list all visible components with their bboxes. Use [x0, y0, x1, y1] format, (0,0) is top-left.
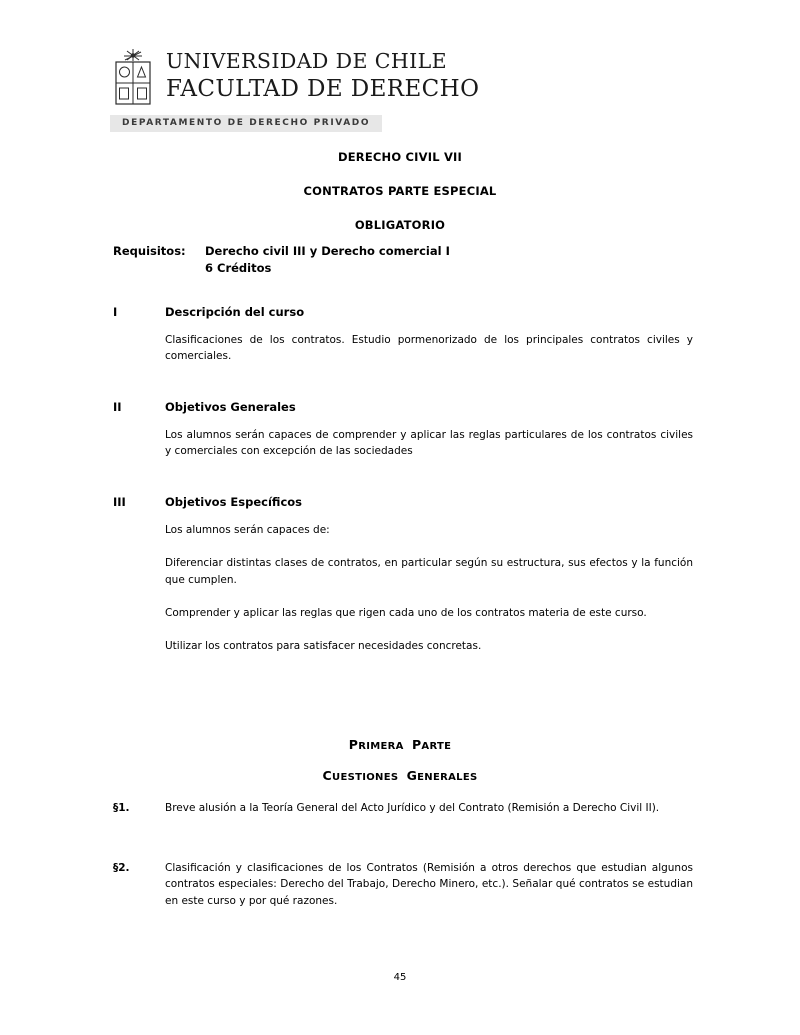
requirements-values: [205, 243, 693, 278]
list-item: [113, 860, 693, 909]
section-iii-body: [165, 522, 693, 654]
section-ii-title: Objetivos Generales: [165, 400, 296, 414]
requirements-credits: 6 Créditos: [205, 261, 272, 276]
document-header: [110, 48, 690, 132]
university-crest-icon: [110, 48, 156, 106]
course-subtitle: CONTRATOS PARTE ESPECIAL: [303, 184, 497, 198]
paragraph: Diferenciar distintas clases de contratos, en particular según su estructura, sus efectos y la función que cumplen.: [165, 557, 693, 586]
item-number: §2.: [113, 862, 130, 874]
section-ii-number: II: [113, 400, 122, 414]
section-i: [113, 305, 693, 365]
section-i-heading: [113, 305, 693, 319]
section-iii-title: Objetivos Específicos: [165, 495, 303, 509]
section-iii-heading: [113, 495, 693, 509]
university-name: UNIVERSIDAD DE CHILE: [166, 49, 448, 73]
requirements-prerequisites: Derecho civil III y Derecho comercial I: [205, 244, 450, 258]
course-type: OBLIGATORIO: [354, 218, 446, 232]
course-title: DERECHO CIVIL VII: [337, 150, 463, 164]
part-subheading-text: CUESTIONES GENERALES: [322, 768, 478, 783]
section-i-number: I: [113, 305, 118, 319]
requirements-row: [113, 243, 693, 278]
university-wordmark: [166, 48, 479, 103]
section-ii-heading: [113, 400, 693, 414]
section-ii-body: [165, 427, 693, 460]
faculty-name: FACULTAD DE DERECHO: [166, 75, 480, 102]
department-banner: DEPARTAMENTO DE DERECHO PRIVADO: [110, 115, 382, 132]
university-logo: [110, 48, 690, 106]
section-i-body: [165, 332, 693, 365]
item-number: §1.: [113, 802, 130, 814]
section-iii: [113, 495, 693, 654]
section-ii: [113, 400, 693, 460]
requirements-label: Requisitos:: [113, 244, 186, 258]
item-text: Clasificación y clasificaciones de los Contratos (Remisión a otros derechos que estudian algunos contratos especiales: Derecho del Trabajo, Derecho Minero, etc.). Señalar qué contratos se estudian en este curso y por qué razones.: [165, 862, 693, 907]
part-subheading: [110, 768, 690, 783]
paragraph: Utilizar los contratos para satisfacer necesidades concretas.: [165, 640, 482, 653]
paragraph: Clasificaciones de los contratos. Estudio pormenorizado de los principales contratos civiles y comerciales.: [165, 334, 693, 363]
list-item: [113, 800, 693, 816]
section-i-title: Descripción del curso: [165, 305, 305, 319]
requirements-block: [113, 243, 693, 278]
paragraph: Los alumnos serán capaces de comprender y aplicar las reglas particulares de los contratos civiles y comerciales con excepción de las sociedades: [165, 429, 693, 458]
part-heading-text: PRIMERA PARTE: [348, 737, 452, 752]
item-text: Breve alusión a la Teoría General del Acto Jurídico y del Contrato (Remisión a Derecho Civil II).: [165, 802, 660, 814]
paragraph: Los alumnos serán capaces de:: [165, 524, 330, 536]
page-number: 45: [393, 972, 407, 983]
part-heading: [110, 737, 690, 752]
course-title-block: [110, 150, 690, 232]
section-iii-number: III: [113, 495, 126, 509]
paragraph: Comprender y aplicar las reglas que rigen cada uno de los contratos materia de este curso.: [165, 606, 647, 619]
